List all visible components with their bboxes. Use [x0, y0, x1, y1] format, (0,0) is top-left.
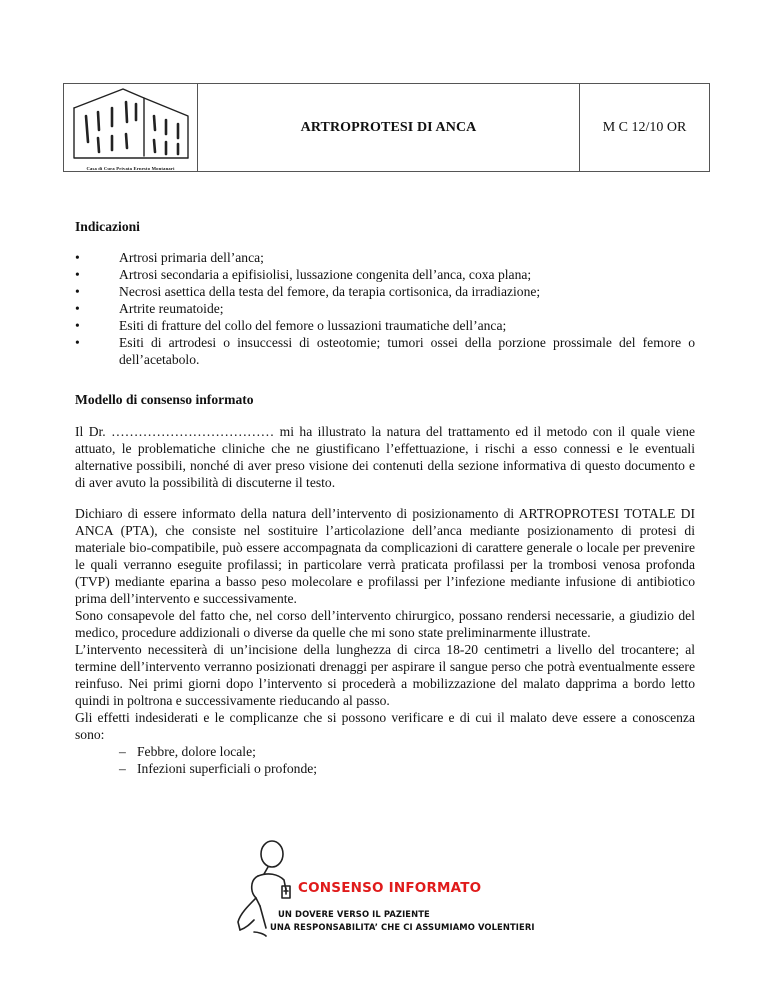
- paragraph: Gli effetti indesiderati e le complicanze che si possono verificare e di cui il malato deve essere a conoscenza sono:: [75, 710, 695, 742]
- logo-cell: [64, 84, 198, 171]
- list-item: • Necrosi asettica della testa del femore, da terapia cortisonica, da irradiazione;: [75, 283, 695, 300]
- document-title: ARTROPROTESI DI ANCA: [198, 84, 580, 171]
- complicanze-list: [75, 743, 695, 777]
- list-item: • Artrite reumatoide;: [75, 300, 695, 317]
- paragraph: Il Dr. ……………………………… mi ha illustrato la natura del trattamento ed il metodo con il quale viene attuato, le problematiche cliniche che ne giustificano l’effettuazione, i rischi a esso connessi e le eventuali alternative possibili, nonché di aver preso visione dei contenuti della sezione informativa di questo documento e di aver avuto la possibilità di discuterne il testo.: [75, 424, 695, 490]
- list-item: – Febbre, dolore locale;: [75, 743, 695, 760]
- list-item: • Artrosi secondaria a epifisiolisi, lussazione congenita dell’anca, coxa plana;: [75, 266, 695, 283]
- document-body: [75, 218, 695, 777]
- header-table: [63, 83, 710, 172]
- list-item: • Esiti di fratture del collo del femore o lussazioni traumatiche dell’anca;: [75, 317, 695, 334]
- footer-banner: [228, 836, 558, 946]
- paragraph: L’intervento necessiterà di un’incisione della lunghezza di circa 18-20 centimetri a livello del trocantere; al termine dell’intervento verranno posizionati drenaggi per aspirare il sangue perso che potrà eventualmente essere reinfuso. Nei primi giorni dopo l’intervento si procederà a mobilizzazione del malato dapprima a bordo letto quindi in poltrona e successivamente rieducando al passo.: [75, 642, 695, 708]
- indicazioni-heading: Indicazioni: [75, 219, 140, 234]
- consenso-section: [75, 391, 695, 777]
- footer-line-1: UN DOVERE VERSO IL PAZIENTE: [278, 909, 430, 919]
- logo-caption: Casa di Cura Privata Ernesto Montanari: [86, 166, 175, 171]
- footer-title: CONSENSO INFORMATO: [298, 880, 482, 896]
- indicazioni-list: [75, 249, 695, 368]
- footer-line-2: UNA RESPONSABILITA’ CHE CI ASSUMIAMO VOLENTIERI: [270, 922, 535, 932]
- list-item: • Artrosi primaria dell’anca;: [75, 249, 695, 266]
- list-item: – Infezioni superficiali o profonde;: [75, 760, 695, 777]
- document-code: M C 12/10 OR: [602, 119, 687, 135]
- clinic-building-logo: [68, 86, 194, 164]
- consenso-heading: Modello di consenso informato: [75, 392, 254, 407]
- paragraph: Sono consapevole del fatto che, nel corso dell’intervento chirurgico, possano rendersi necessarie, a giudizio del medico, procedure addizionali o diverse da quelle che mi sono state preliminarmente illustrate.: [75, 608, 695, 640]
- paragraph: Dichiaro di essere informato della natura dell’intervento di posizionamento di ARTROPROTESI TOTALE DI ANCA (PTA), che consiste nel sostituire l’articolazione dell’anca mediante posizionamento di protesi di materiale bio-compatibile, può essere accompagnata da complicazioni di carattere generale o locale per prevenire le quali verranno eseguite profilassi; in particolare verrà praticata profilassi per la trombosi venosa profonda (TVP) mediante eparina a basso peso molecolare e profilassi per l’infezione mediante infusione di antibiotico prima dell’intervento e successivamente.: [75, 506, 695, 606]
- list-item: • Esiti di artrodesi o insuccessi di osteotomie; tumori ossei della porzione prossimale del femore o dell’acetabolo.: [75, 334, 695, 368]
